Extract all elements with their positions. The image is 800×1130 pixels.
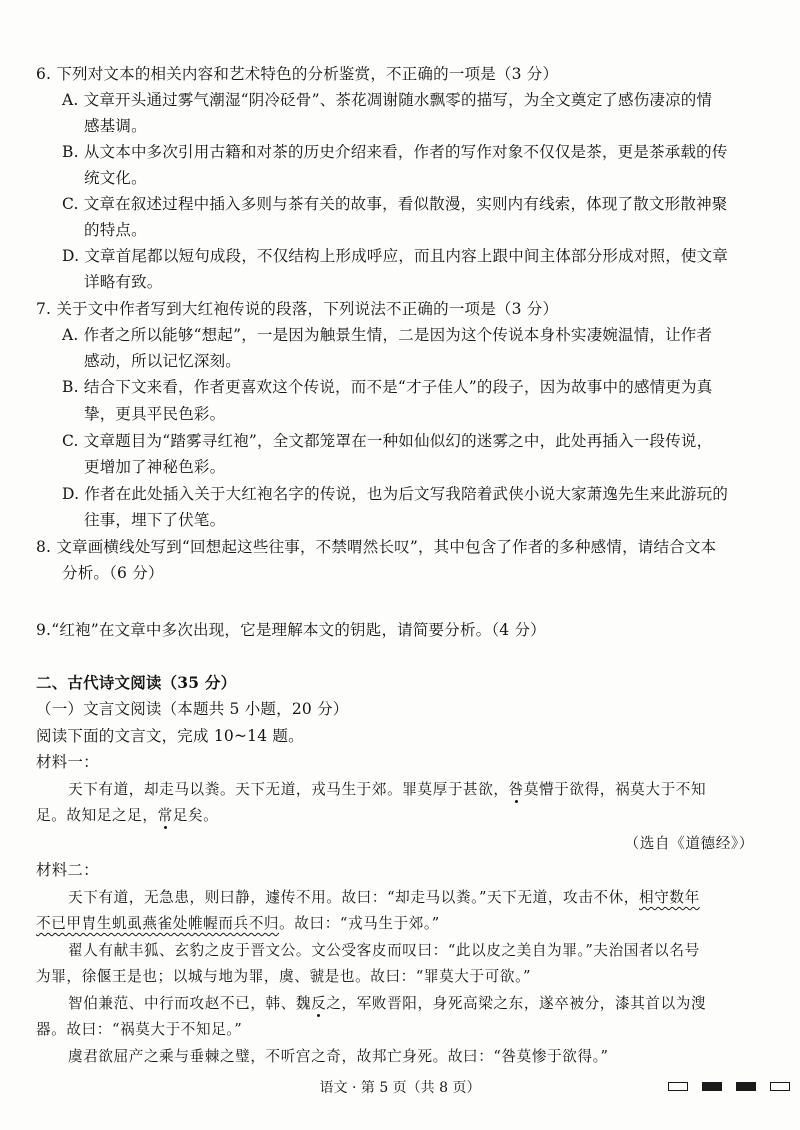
scan-mark-solid [736, 1082, 756, 1091]
material-2-label: 材料二： [36, 861, 99, 879]
scan-mark-hollow [770, 1082, 790, 1091]
q6-option-a: A. 文章开头通过雾气潮湿“阴冷砭骨”、茶花凋谢随水飘零的描写，为全文奠定了感伤凄凉的情 [62, 91, 713, 109]
q6-option-b-cont: 统文化。 [84, 169, 147, 187]
material-1-label: 材料一： [36, 753, 99, 771]
q7-option-c-cont: 更增加了神秘色彩。 [84, 458, 226, 476]
q7-option-a-cont: 感动，所以记忆深刻。 [84, 352, 242, 370]
scan-marks [668, 1082, 790, 1091]
q7-option-d-cont: 往事，埋下了伏笔。 [84, 511, 226, 529]
q6-option-d-cont: 详略有致。 [84, 273, 163, 291]
q7-stem: 7. 关于文中作者写到大红袍传说的段落，下列说法不正确的一项是（3 分） [36, 300, 559, 318]
q8-stem-cont: 分析。（6 分） [62, 564, 164, 582]
emphasis-dot-char: 咎 [508, 781, 524, 798]
material-1-source: （选自《道德经》） [624, 835, 754, 852]
q7-option-a: A. 作者之所以能够“想起”，一是因为触景生情，二是因为这个传说本身朴实凄婉温情，让作者 [62, 326, 713, 344]
q7-option-c: C. 文章题目为“踏雾寻红袍”，全文都笼罩在一种如仙似幻的迷雾之中，此处再插入一段传说， [62, 432, 713, 450]
q6-option-c: C. 文章在叙述过程中插入多则与茶有关的故事，看似散漫，实则内有线索，体现了散文形散神聚 [62, 195, 728, 213]
material-2-para-3-line-1: 智伯兼范、中行而攻赵不已，韩、魏反之，军败晋阳，身死高梁之东，遂卒被分，漆其首以为溲 [68, 995, 707, 1012]
q7-option-b: B. 结合下文来看，作者更喜欢这个传说，而不是“才子佳人”的段子，因为故事中的感情更为真 [62, 378, 713, 396]
section-title: 二、古代诗文阅读（35 分） [36, 673, 237, 692]
material-2-para-2-line-2: 为罪，徐偃王是也；以城与地为罪，虞、虢是也。故曰：“罪莫大于可欲。” [36, 968, 532, 985]
scan-mark-solid [702, 1082, 722, 1091]
page-footer: 语文 · 第 5 页（共 8 页） [319, 1080, 481, 1096]
emphasis-dot-char: 常 [157, 807, 173, 824]
wavy-underlined-text: 不已甲胄生虮虱燕雀处帷幄而兵不归 [36, 915, 280, 932]
q9-stem: 9.“红袍”在文章中多次出现，它是理解本文的钥匙，请简要分析。（4 分） [36, 621, 546, 639]
material-2-para-3-line-2: 器。故曰：“祸莫大于不知足。” [36, 1021, 243, 1038]
emphasis-dot-char: 反 [311, 995, 327, 1012]
reading-instruction: 阅读下面的文言文，完成 10~14 题。 [36, 727, 304, 745]
material-1-line-2: 足。故知足之足，常足矣。 [36, 807, 219, 824]
wavy-underlined-text: 相守数年 [639, 889, 700, 906]
material-2-para-1-line-2: 不已甲胄生虮虱燕雀处帷幄而兵不归。故曰：“戎马生于郊。” [36, 915, 440, 932]
material-2-para-2-line-1: 翟人有献丰狐、玄豹之皮于晋文公。文公受客皮而叹曰：“此以皮之美自为罪。”夫治国者以名号 [68, 942, 700, 959]
q6-stem: 6. 下列对文本的相关内容和艺术特色的分析鉴赏，不正确的一项是（3 分） [36, 65, 559, 83]
q7-option-b-cont: 挚，更具平民色彩。 [84, 405, 226, 423]
q6-option-d: D. 文章首尾都以短句成段，不仅结构上形成呼应，而且内容上跟中间主体部分形成对照，使文章 [62, 247, 729, 265]
q6-option-a-cont: 感基调。 [84, 117, 147, 135]
q6-option-b: B. 从文本中多次引用古籍和对茶的历史介绍来看，作者的写作对象不仅仅是茶，更是茶承载的传 [62, 143, 728, 161]
material-2-para-1-line-1: 天下有道，无急患，则曰静，遽传不用。故曰：“却走马以粪。”天下无道，攻击不休，相守数年 [68, 889, 700, 906]
material-1-line-1: 天下有道，却走马以粪。天下无道，戎马生于郊。罪莫厚于甚欲，咎莫懵于欲得，祸莫大于不知 [68, 781, 707, 798]
subsection-title: （一）文言文阅读（本题共 5 小题，20 分） [36, 700, 349, 718]
q6-option-c-cont: 的特点。 [84, 221, 147, 239]
scan-mark-hollow [668, 1082, 688, 1091]
material-2-para-4-line-1: 虞君欲屈产之乘与垂棘之璧，不听宫之奇，故邦亡身死。故曰：“咎莫惨于欲得。” [68, 1048, 609, 1065]
q7-option-d: D. 作者在此处插入关于大红袍名字的传说，也为后文写我陪着武侠小说大家萧逸先生来此游玩的 [62, 485, 729, 503]
q8-stem: 8. 文章画横线处写到“回想起这些往事，不禁喟然长叹”，其中包含了作者的多种感情，请结合文本 [36, 538, 717, 556]
